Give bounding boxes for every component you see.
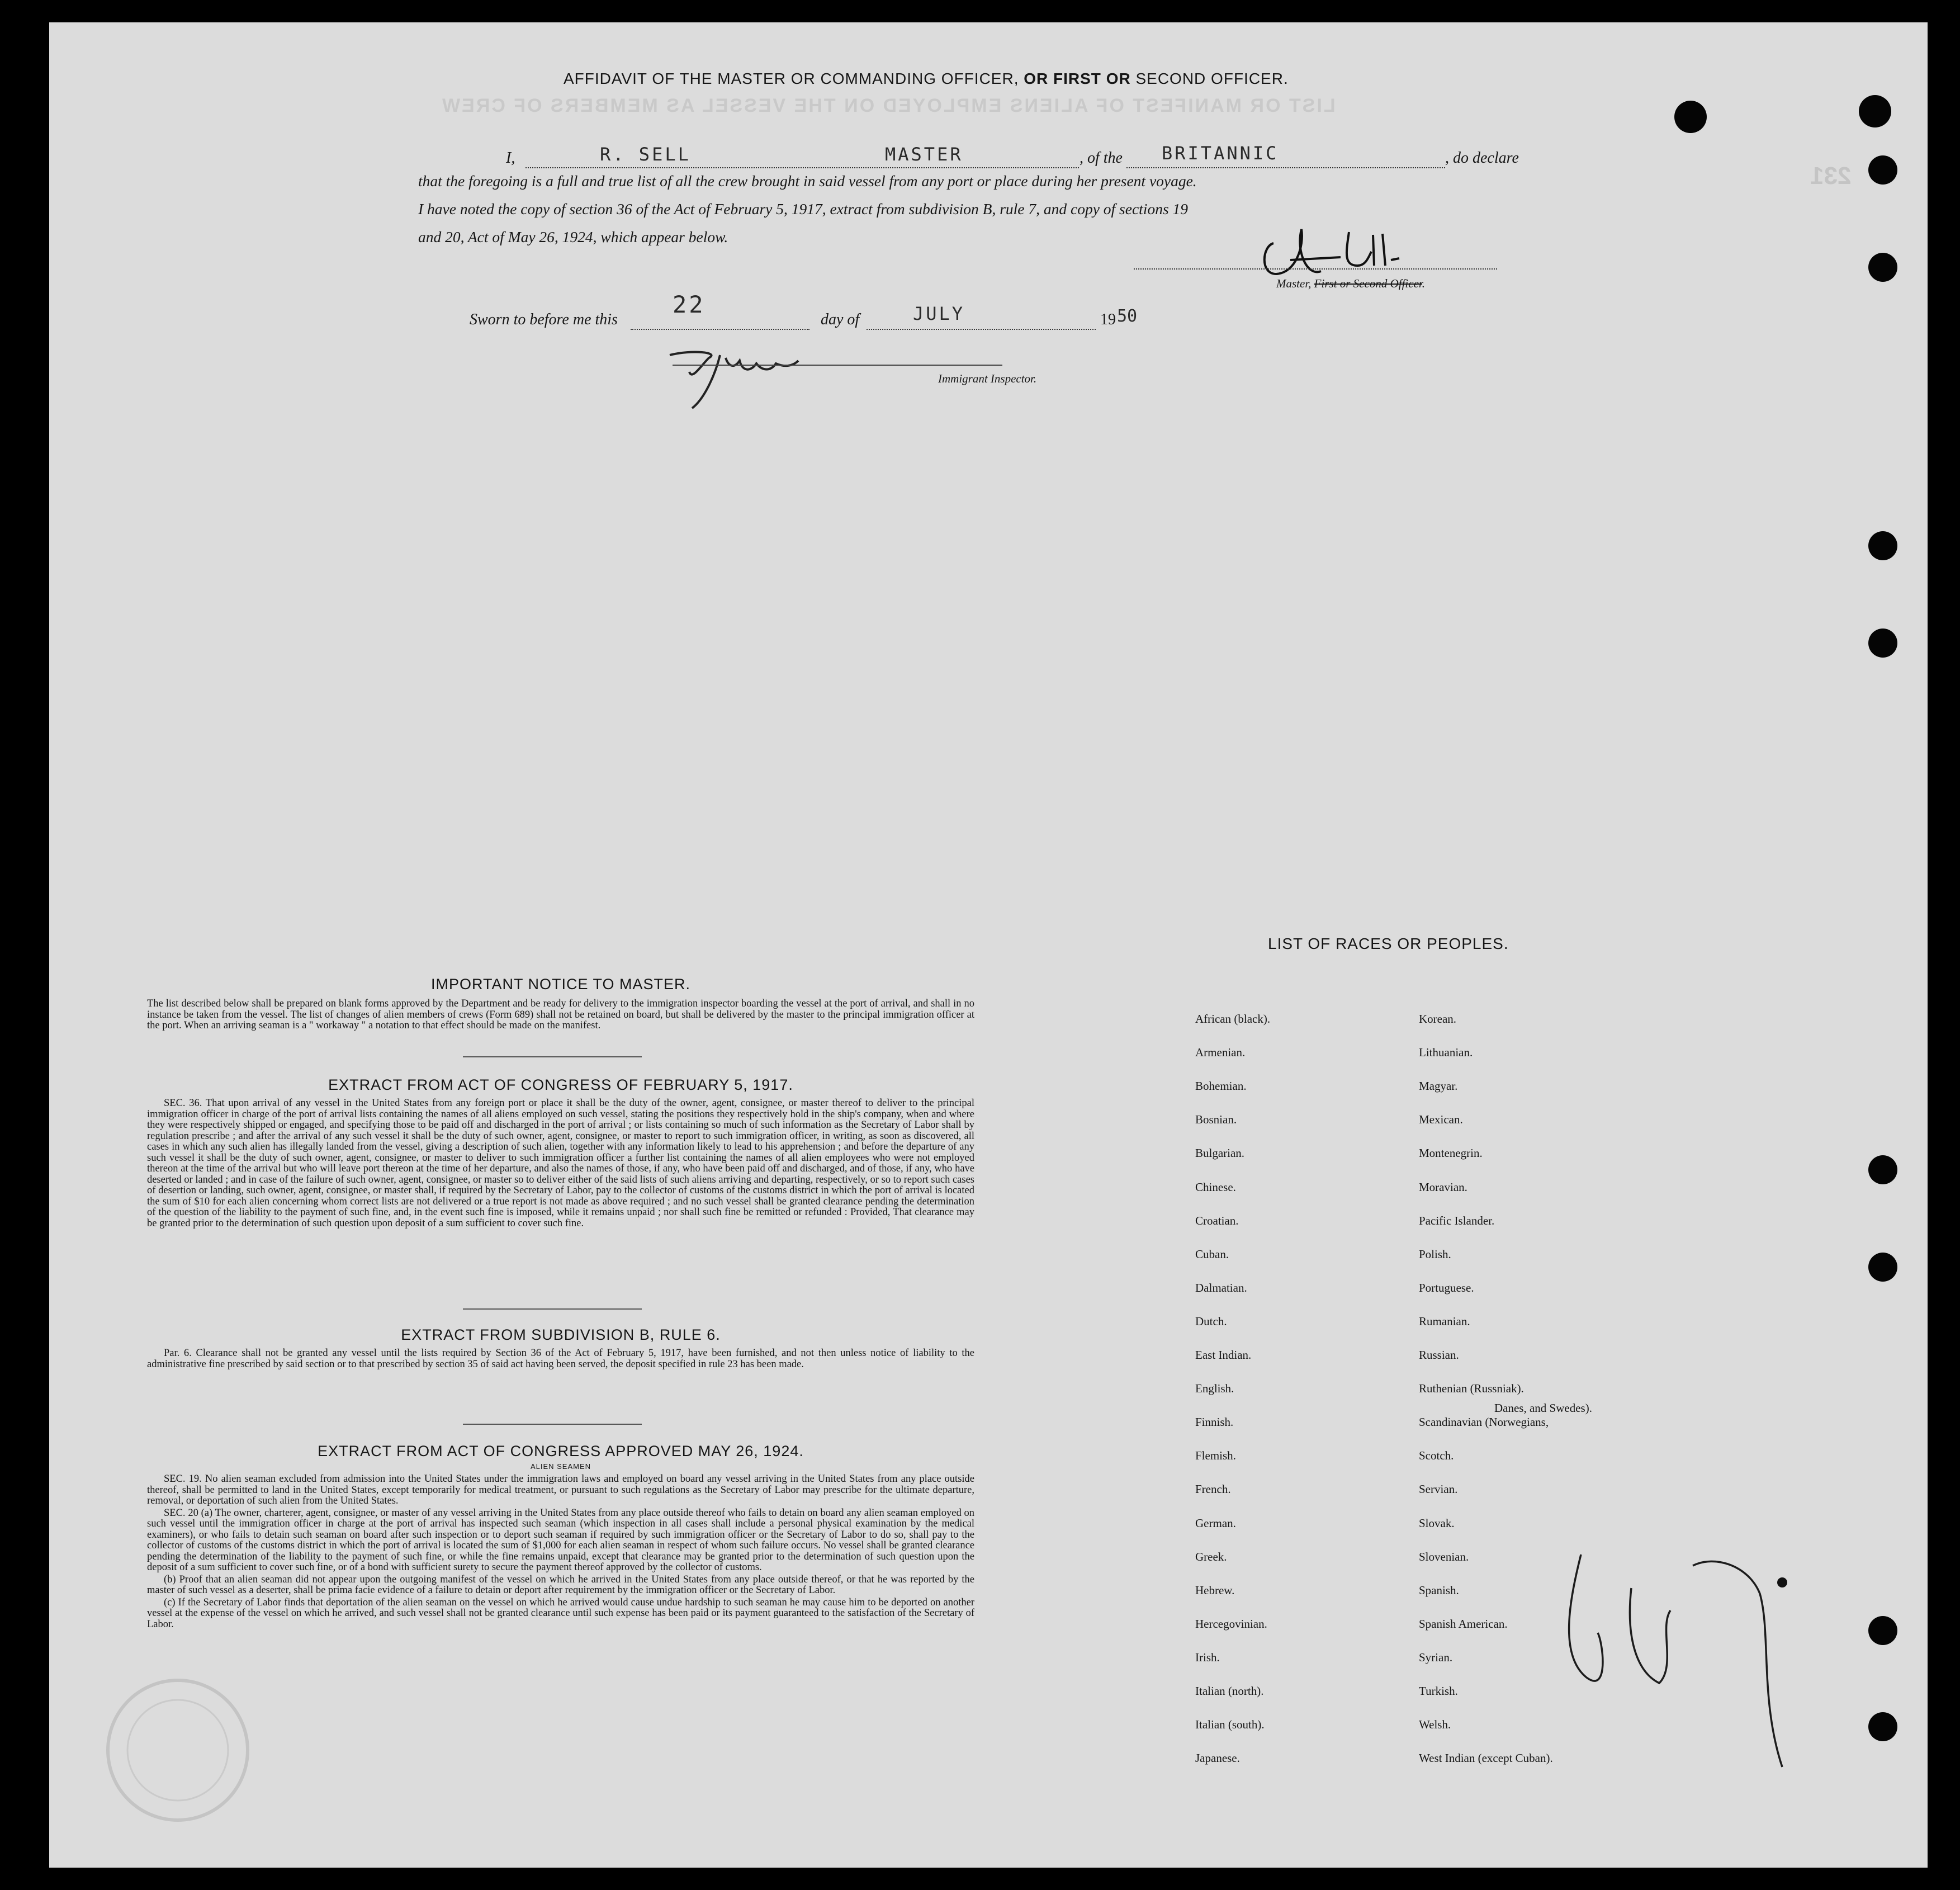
binder-hole <box>1868 253 1897 282</box>
year-suffix-handwritten: 50 <box>1117 306 1138 326</box>
extract-1917-section <box>147 1076 974 1229</box>
race-left-item: Flemish. <box>1195 1449 1236 1463</box>
subdivision-b-title: EXTRACT FROM SUBDIVISION B, RULE 6. <box>401 1326 721 1343</box>
master-label-end: . <box>1422 277 1425 290</box>
race-left-item: Italian (south). <box>1195 1718 1265 1732</box>
race-left-item: Croatian. <box>1195 1213 1239 1227</box>
handwritten-scribble <box>1547 1532 1860 1778</box>
binder-hole <box>1868 531 1897 560</box>
important-notice-section <box>147 976 974 1032</box>
race-right-item: Montenegrin. <box>1419 1146 1483 1160</box>
struck-officer-label: First or Second Officer <box>1314 277 1422 290</box>
extract-1924-section <box>147 1443 974 1630</box>
vessel-name-handwritten: BRITANNIC <box>1162 143 1279 164</box>
race-right-item: Slovenian. <box>1419 1549 1469 1563</box>
race-left-item: Irish. <box>1195 1650 1220 1664</box>
race-right-item: Servian. <box>1419 1482 1458 1496</box>
affidavit-line4: and 20, Act of May 26, 1924, which appear below. <box>418 228 728 245</box>
race-right-item: Korean. <box>1419 1012 1457 1026</box>
race-right-item: Welsh. <box>1419 1718 1451 1732</box>
race-left-item: Dutch. <box>1195 1314 1227 1328</box>
race-right-item: Rumanian. <box>1419 1314 1470 1328</box>
race-right-item: Syrian. <box>1419 1650 1453 1664</box>
race-left-item: Italian (north). <box>1195 1684 1264 1698</box>
race-left-item: East Indian. <box>1195 1348 1252 1362</box>
race-right-item: Polish. <box>1419 1247 1451 1261</box>
affidavit-heading-part2: SECOND OFFICER. <box>1130 70 1289 87</box>
race-left-item: German. <box>1195 1516 1236 1530</box>
race-left-item: Bohemian. <box>1195 1079 1247 1093</box>
binder-hole <box>1868 1253 1897 1282</box>
affidavit-heading <box>564 70 1289 88</box>
affidavit-heading-part1: AFFIDAVIT OF THE MASTER OR COMMANDING OFFICER, <box>564 70 1024 87</box>
affidavit-heading-bold: OR FIRST OR <box>1024 70 1131 87</box>
race-right-item: Portuguese. <box>1419 1281 1474 1294</box>
race-scandinavian-continued: Danes, and Swedes). <box>1494 1401 1592 1415</box>
sworn-day-handwritten: 22 <box>673 291 706 318</box>
section-20a-text: SEC. 20 (a) The owner, charterer, agent, consignee, or master of any vessel arriving in the United States from any place outside thereof who fails to detain on board any alien seaman employed on such vessel until the immigration officer in charge at the port of arrival has inspected such seaman (which inspection in all cases shall include a personal physical examination by the medical examiners), or who fails to detain such seaman on board after such inspection or to deport such seaman if required by such immigration officer or the Secretary of Labor to do so, shall pay to the collector of customs of the customs district in which the port of arrival is located the sum of $1,000 for each alien seaman in respect of whom such failure occurs. No vessel shall be granted clearance pending the determination of the liability to the payment of such fine, or while the fine remains unpaid, except that clearance may be granted prior to the determination of such question upon the deposit of a sum sufficient to cover such fine, or of a bond with sufficient surety to secure the payment thereof approved by the collector of customs. <box>147 1507 974 1573</box>
master-rank-handwritten: MASTER <box>885 144 963 165</box>
extract-1917-title: EXTRACT FROM ACT OF CONGRESS OF FEBRUARY 5, 1917. <box>328 1076 793 1093</box>
affidavit-line3: I have noted the copy of section 36 of the Act of February 5, 1917, extract from subdivision B, rule 7, and copy of sections 19 <box>418 200 1189 218</box>
race-left-item: Hebrew. <box>1195 1583 1235 1597</box>
day-of-label: day of <box>821 311 860 328</box>
race-right-item: Ruthenian (Russniak). <box>1419 1382 1524 1396</box>
declarant-pronoun: I, <box>506 149 515 167</box>
race-left-item: Hercegovinian. <box>1195 1617 1267 1631</box>
race-left-item: Bosnian. <box>1195 1113 1237 1127</box>
race-right-item: Mexican. <box>1419 1113 1463 1127</box>
race-left-item: Chinese. <box>1195 1180 1236 1194</box>
race-right-item: Spanish. <box>1419 1583 1459 1597</box>
subdivision-b-section <box>147 1326 974 1370</box>
race-left-item: Armenian. <box>1195 1046 1246 1060</box>
race-left-item: Dalmatian. <box>1195 1281 1247 1294</box>
important-notice-title: IMPORTANT NOTICE TO MASTER. <box>430 976 691 993</box>
do-declare-label: , do declare <box>1445 149 1519 167</box>
race-right-item: Moravian. <box>1419 1180 1467 1194</box>
sworn-line <box>49 291 1928 336</box>
race-right-item: Pacific Islander. <box>1419 1213 1495 1227</box>
of-the-label: , of the <box>1080 149 1123 167</box>
race-left-item: Cuban. <box>1195 1247 1229 1261</box>
important-notice-body: The list described below shall be prepared on blank forms approved by the Department and be ready for delivery to the immigration inspector boarding the vessel at the port of arrival, and shall in no instance be taken from the vessel. The list of changes of alien members of crews (Form 689) shall not be retained on board, but shall be delivered by the master to the principal immigration officer at the port. When an arriving seaman is a " workaway " a notation to that effect should be made on the manifest. <box>147 998 974 1031</box>
sworn-label: Sworn to before me this <box>470 311 618 328</box>
faint-seal <box>100 1666 256 1834</box>
binder-hole <box>1868 1712 1897 1741</box>
master-label: Master, <box>1276 277 1314 290</box>
race-right-item: Russian. <box>1419 1348 1459 1362</box>
year-prefix: 19 <box>1100 311 1116 328</box>
inspector-signature <box>659 333 843 411</box>
section-20b-text: (b) Proof that an alien seaman did not appear upon the outgoing manifest of the vessel on which he arrived in the United States from any place outside thereof, or that he was reported by the master of such vessel as a deserter, shall be prima facie evidence of a failure to detain or deport after requirement by the immigration officer or the Secretary of Labor. <box>147 1574 974 1596</box>
bleed-through-page-number: 231 <box>1810 162 1852 190</box>
race-left-item: African (black). <box>1195 1012 1271 1026</box>
section-19-text: SEC. 19. No alien seaman excluded from admission into the United States under the immigration laws and employed on board any vessel arriving in the United States from any place outside thereof, shall be permitted to land in the United States, except temporarily for medical treatment, or pursuant to such regulations as the Secretary of Labor may prescribe for the ultimate departure, removal, or deportation of such alien from the United States. <box>147 1473 974 1506</box>
bleed-through-title: LIST OR MANIFEST OF ALIENS EMPLOYED ON THE VESSEL AS MEMBERS OF CREW <box>441 95 1336 116</box>
race-left-item: Finnish. <box>1195 1415 1234 1429</box>
master-name-handwritten: R. SELL <box>600 144 691 165</box>
race-right-item: Lithuanian. <box>1419 1046 1473 1060</box>
inspector-label: Immigrant Inspector. <box>938 372 1037 385</box>
binder-hole <box>1868 1155 1897 1184</box>
race-right-item: Spanish American. <box>1419 1617 1508 1631</box>
race-right-item: Slovak. <box>1419 1516 1455 1530</box>
race-left-item: English. <box>1195 1382 1234 1396</box>
master-title-label <box>1276 277 1425 291</box>
extract-1924-title: EXTRACT FROM ACT OF CONGRESS APPROVED MAY 26, 1924. <box>318 1443 804 1459</box>
binder-hole <box>1859 95 1891 127</box>
subdivision-b-body: Par. 6. Clearance shall not be granted any vessel until the lists required by Section 36 of the Act of February 5, 1917, have been furnished, and not then unless notice of liability to the administrative fine prescribed by said section or to that prescribed by section 35 of said act having been served, the deposit specified in rule 23 has been made. <box>147 1348 974 1370</box>
alien-seamen-subhead: ALIEN SEAMEN <box>530 1462 591 1471</box>
affidavit-line2: that the foregoing is a full and true list of all the crew brought in said vessel from any port or place during her present voyage. <box>418 172 1197 190</box>
races-title: LIST OF RACES OR PEOPLES. <box>1268 935 1509 952</box>
race-left-item: French. <box>1195 1482 1231 1496</box>
affidavit-line1 <box>49 143 1928 176</box>
extract-1917-body: SEC. 36. That upon arrival of any vessel in the United States from any foreign port or place it shall be the duty of the owner, agent, consignee, or master thereof to deliver to the principal immigration officer in charge of the port of arrival lists containing the names of all aliens employed on such vessel, stating the positions they respectively hold in the ship's company, when and where they were respectively shipped or engaged, and specifying those to be paid off and discharged in the port of arrival ; or lists containing so much of such information as the Secretary of Labor shall by regulation prescribe ; and after the arrival of any such vessel it shall be the duty of such owner, agent, consignee, or master to report to such immigration officer, in writing, as soon as discovered, all cases in which any such alien has illegally landed from the vessel, giving a description of such alien, together with any information likely to lead to his apprehension ; and before the departure of any such vessel it shall be the duty of such owner, agent, consignee, or master to deliver to such immigration officer a further list containing the names of all alien employees who were not employed thereon at the time of the arrival but who will leave port thereon at the time of her departure, and also the names of those, if any, who have been paid off and discharged, and of those, if any, who have deserted or landed ; and in case of the failure of such owner, agent, consignee, or master so to deliver either of the said lists of such aliens arriving and departing, respectively, or so to report such cases of desertion or landing, such owner, agent, consignee, or master shall, if required by the Secretary of Labor, pay to the collector of customs of the customs district in which the port of arrival is located the sum of $10 for each alien concerning whom correct lists are not delivered or a true report is not made as above required ; and no such vessel shall be granted clearance pending the determination of the question of the liability to the payment of such fine, and, in the event such fine is imposed, while it remains unpaid ; nor shall such fine be remitted or refunded : Provided, That clearance may be granted prior to the determination of such question upon deposit of a sum sufficient to cover such fine. <box>147 1098 974 1229</box>
race-right-item: Scotch. <box>1419 1449 1454 1463</box>
binder-hole <box>1868 1616 1897 1645</box>
binder-hole <box>1868 155 1897 185</box>
section-20c-text: (c) If the Secretary of Labor finds that deportation of the alien seaman on the vessel on which he arrived would cause undue hardship to such seaman he may cause him to be deported on another vessel at the expense of the vessel on which he arrived, and such vessel shall not be granted clearance until such expense has been paid or its payment guaranteed to the satisfaction of the Secretary of Labor. <box>147 1596 974 1630</box>
sworn-month-handwritten: JULY <box>913 303 965 324</box>
race-right-item: West Indian (except Cuban). <box>1419 1751 1553 1765</box>
document-page <box>49 22 1928 1868</box>
binder-hole <box>1868 629 1897 658</box>
race-right-item: Turkish. <box>1419 1684 1458 1698</box>
race-right-item: Magyar. <box>1419 1079 1458 1093</box>
race-left-item: Bulgarian. <box>1195 1146 1245 1160</box>
race-right-item: Scandinavian (Norwegians, <box>1419 1415 1549 1429</box>
race-left-item: Greek. <box>1195 1549 1227 1563</box>
binder-hole <box>1674 101 1707 133</box>
race-left-item: Japanese. <box>1195 1751 1240 1765</box>
